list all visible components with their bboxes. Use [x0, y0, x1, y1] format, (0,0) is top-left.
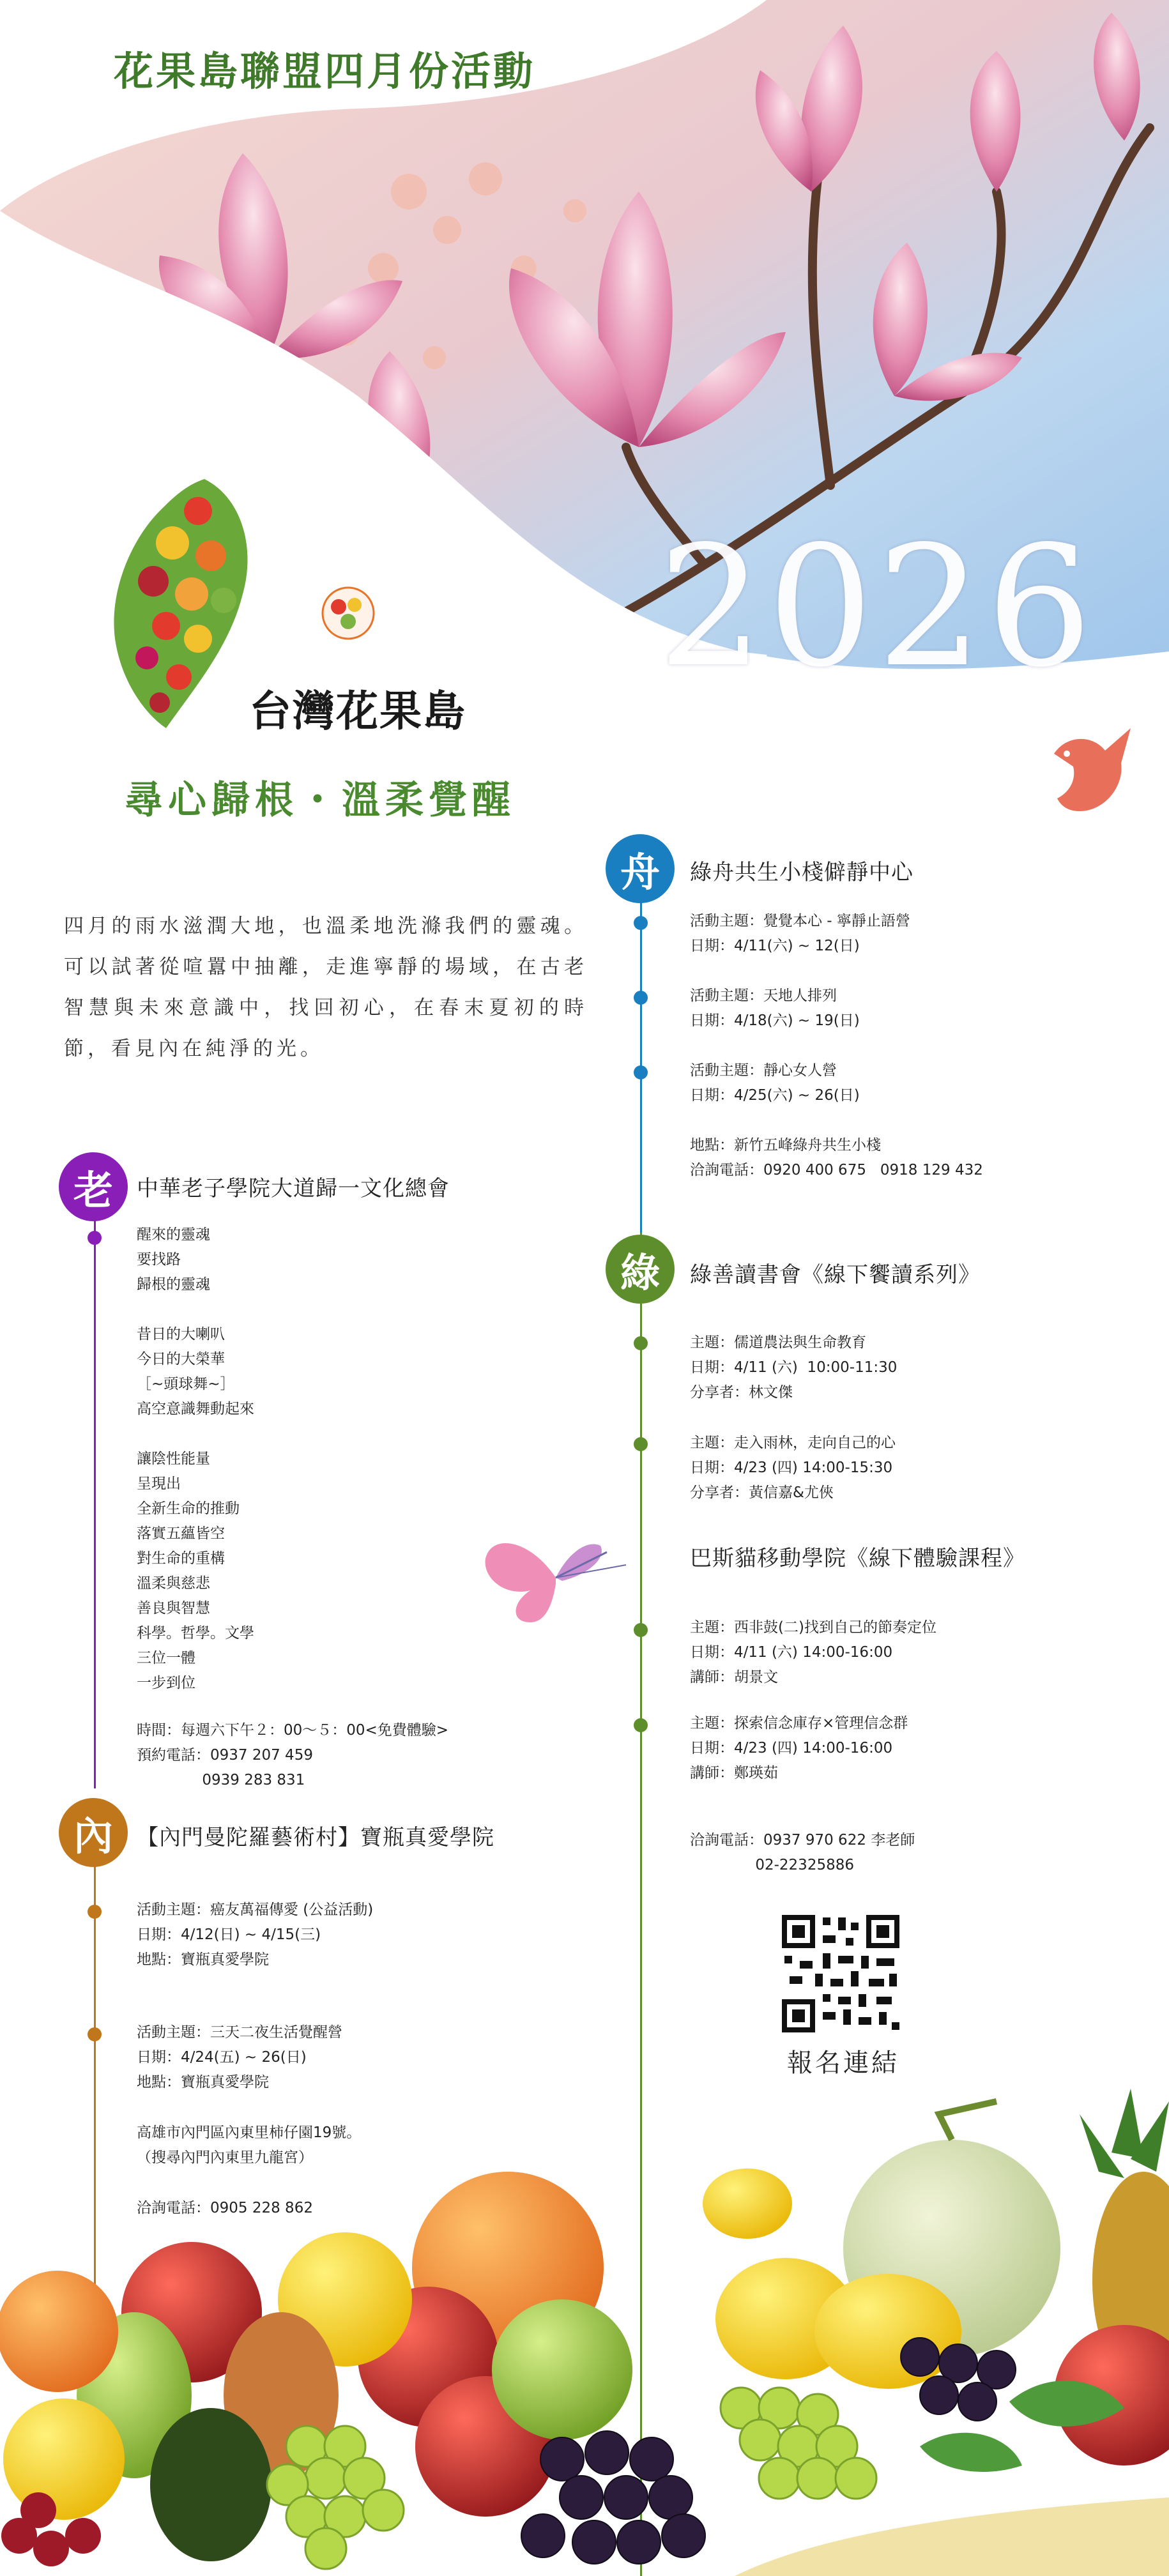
qr-code-icon [782, 1915, 899, 2032]
org-title-neimen: 【內門曼陀羅藝術村】寶瓶真愛學院 [137, 1825, 494, 1850]
qr-label: 報名連結 [787, 2048, 899, 2078]
badge-laozi: 老 [59, 1152, 128, 1221]
zhou-contact: 地點：新竹五峰綠舟共生小棧 洽詢電話：0920 400 675 0918 129 432 [690, 1137, 983, 1178]
bird-icon [1041, 715, 1143, 824]
timeline-dot [88, 1905, 102, 1919]
zhou-event-1: 活動主題：覺覺本心 - 寧靜止語營 日期：4/11(六) ~ 12(日) [690, 913, 910, 954]
laozi-contact: 時間：每週六下午２：00～５：00<免費體驗> 預約電話：0937 207 459 0939 283 831 [137, 1722, 449, 1788]
badge-zhou: 舟 [606, 834, 675, 903]
timeline-dot [634, 1718, 648, 1732]
butterfly-icon [479, 1514, 632, 1629]
timeline-dot [88, 1231, 102, 1245]
neimen-contact: 洽詢電話：0905 228 862 [137, 2200, 313, 2216]
lvshan-event-2: 主題：走入雨林，走向自己的心 日期：4/23 (四) 14:00-15:30 分享者：黃信嘉&尤俠 [690, 1435, 896, 1501]
slogan: 尋心歸根・溫柔覺醒 [125, 778, 516, 823]
registration-qr-code[interactable] [782, 1915, 899, 2032]
zhou-event-3: 活動主題：靜心女人營 日期：4/25(六) ~ 26(日) [690, 1062, 860, 1104]
neimen-event-2: 活動主題：三天二夜生活覺醒營 日期：4/24(五) ~ 26(日) 地點：寶瓶真愛學院 [137, 2024, 342, 2091]
timeline-dot [634, 1437, 648, 1451]
org-title-lvshan: 綠善讀書會《線下饗讀系列》 [690, 1262, 981, 1288]
timeline-dot [634, 991, 648, 1005]
timeline-line-laozi [94, 1207, 96, 1788]
bus-contact: 洽詢電話：0937 970 622 李老師 02-22325886 [690, 1832, 915, 1873]
fruit-bowl-icon [313, 578, 383, 648]
timeline-dot [634, 1065, 648, 1079]
org-title-laozi: 中華老子學院大道歸一文化總會 [137, 1176, 450, 1201]
poster-title: 花果島聯盟四月份活動 [114, 48, 536, 95]
year-text: 2026 [658, 511, 1096, 704]
badge-lvshan: 綠 [606, 1235, 675, 1304]
timeline-dot [634, 1336, 648, 1350]
fruit-footer-image [0, 2089, 1169, 2576]
brand-logo-text: 台灣花果島 [249, 686, 466, 736]
bus-event-1: 主題：西非鼓(二)找到自己的節奏定位 日期：4/11 (六) 14:00-16:00 講師：胡景文 [690, 1619, 936, 1686]
neimen-address: 高雄市內門區內東里柿仔園19號。 （搜尋內門內東里九龍宮） [137, 2124, 362, 2166]
timeline-dot [88, 2027, 102, 2041]
timeline-dot [634, 1623, 648, 1637]
badge-neimen: 內 [59, 1798, 128, 1867]
intro-paragraph: 四月的雨水滋潤大地，也溫柔地洗滌我們的靈魂。可以試著從喧囂中抽離，走進寧靜的場域，在古老智慧與未來意識中，找回初心，在春末夏初的時節，看見內在純淨的光。 [64, 915, 588, 1060]
org-title-zhou: 綠舟共生小棧僻靜中心 [690, 860, 913, 885]
laozi-poem: 醒來的靈魂 要找路 歸根的靈魂 昔日的大喇叭 今日的大榮華 ［~頭球舞~］ 高空意識舞動起來 讓陰性能量 呈現出 全新生命的推動 落實五蘊皆空 對生命的重構 溫柔與慈悲 善良與智慧 科學。哲學。文學 三位一體 一步到位 [137, 1226, 254, 1691]
org-title-bus: 巴斯貓移動學院《線下體驗課程》 [690, 1546, 1025, 1571]
zhou-event-2: 活動主題：天地人排列 日期：4/18(六) ~ 19(日) [690, 987, 860, 1029]
neimen-event-1: 活動主題：癌友萬福傳愛 (公益活動) 日期：4/12(日) ~ 4/15(三) 地點：寶瓶真愛學院 [137, 1902, 374, 1968]
timeline-dot [634, 916, 648, 930]
lvshan-event-1: 主題：儒道農法與生命教育 日期：4/11 (六) 10:00-11:30 分享者：林文傑 [690, 1334, 898, 1401]
bus-event-2: 主題：探索信念庫存×管理信念群 日期：4/23 (四) 14:00-16:00 講師：鄭瑛茹 [690, 1715, 908, 1781]
